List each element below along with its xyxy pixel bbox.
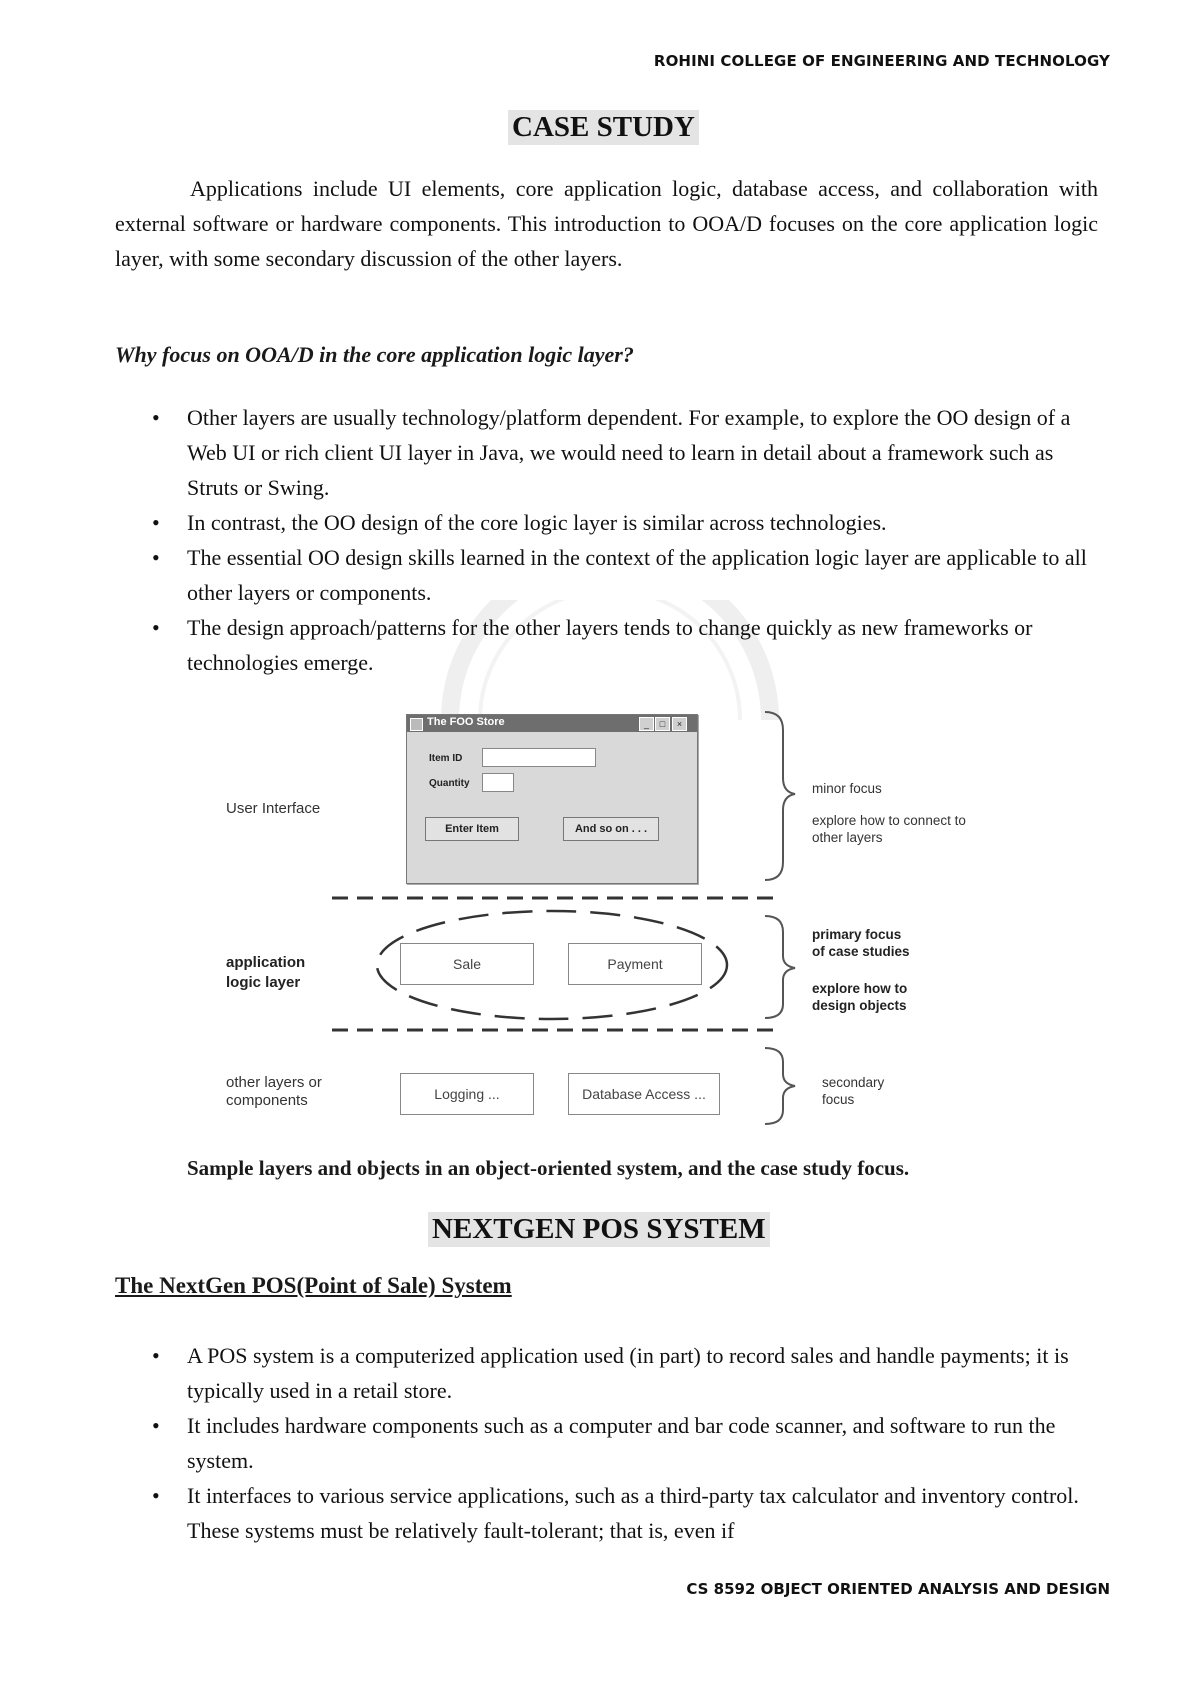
layer-label-app-logic-2: logic layer bbox=[226, 974, 301, 991]
item-id-input bbox=[482, 748, 596, 767]
item-id-label: Item ID bbox=[429, 753, 463, 764]
logging-object: Logging ... bbox=[400, 1073, 534, 1115]
section-title-case-study: CASE STUDY bbox=[508, 110, 699, 145]
note-design-1: explore how to bbox=[812, 981, 908, 996]
section-title-nextgen: NEXTGEN POS SYSTEM bbox=[428, 1212, 770, 1247]
window-title-bar bbox=[407, 715, 697, 732]
page-footer: CS 8592 OBJECT ORIENTED ANALYSIS AND DESIGN bbox=[686, 1580, 1110, 1598]
note-explore-connect-1: explore how to connect to bbox=[812, 813, 966, 828]
sample-ui-window bbox=[406, 714, 698, 884]
and-so-on-button: And so on . . . bbox=[563, 817, 659, 841]
payment-object: Payment bbox=[568, 943, 702, 985]
list-item: • It includes hardware components such as a computer and bar code scanner, and software to run the system. bbox=[0, 1408, 1087, 1478]
layers-diagram bbox=[200, 700, 1000, 1140]
pos-features-list bbox=[0, 1338, 1087, 1548]
diagram-caption: Sample layers and objects in an object-oriented system, and the case study focus. bbox=[187, 1156, 910, 1180]
layer-label-ui: User Interface bbox=[226, 800, 321, 817]
layer-label-other-1: other layers or bbox=[226, 1074, 322, 1091]
list-item: • A POS system is a computerized application used (in part) to record sales and handle payments; it is typically used in a retail store. bbox=[0, 1338, 1087, 1408]
quantity-label: Quantity bbox=[429, 778, 470, 789]
note-design-2: design objects bbox=[812, 998, 907, 1013]
note-secondary-2: focus bbox=[822, 1092, 855, 1107]
layer-label-other-2: components bbox=[226, 1092, 308, 1109]
sale-object: Sale bbox=[400, 943, 534, 985]
list-item: • The design approach/patterns for the other layers tends to change quickly as new frameworks or technologies emerge. bbox=[0, 610, 1087, 680]
page-header: ROHINI COLLEGE OF ENGINEERING AND TECHNOLOGY bbox=[653, 52, 1110, 70]
list-item: • The essential OO design skills learned in the context of the application logic layer are applicable to all other layers or components. bbox=[0, 540, 1087, 610]
note-secondary-1: secondary bbox=[822, 1075, 885, 1090]
note-primary-1: primary focus bbox=[812, 927, 902, 942]
database-access-object: Database Access ... bbox=[568, 1073, 720, 1115]
quantity-input bbox=[482, 773, 514, 792]
intro-paragraph: Applications include UI elements, core application logic, database access, and collaboration with external software or hardware components. This introduction to OOA/D focuses on the core application logic layer, with some secondary discussion of the other layers. bbox=[115, 176, 1098, 271]
note-explore-connect-2: other layers bbox=[812, 830, 883, 845]
list-item: • It interfaces to various service applications, such as a third-party tax calculator and inventory control. These systems must be relatively fault-tolerant; that is, even if bbox=[0, 1478, 1087, 1548]
question-heading: Why focus on OOA/D in the core application logic layer? bbox=[115, 342, 634, 367]
enter-item-button: Enter Item bbox=[425, 817, 519, 841]
maximize-icon: □ bbox=[655, 717, 670, 731]
nextgen-subheading: The NextGen POS(Point of Sale) System bbox=[115, 1273, 512, 1298]
close-icon: × bbox=[672, 717, 687, 731]
minimize-icon: _ bbox=[639, 717, 654, 731]
list-item: • Other layers are usually technology/platform dependent. For example, to explore the OO design of a Web UI or rich client UI layer in Java, we would need to learn in detail about a framework such as Struts or Swing. bbox=[0, 400, 1087, 505]
reasons-list bbox=[0, 400, 1087, 680]
layer-label-app-logic-1: application bbox=[226, 954, 306, 971]
window-title: The FOO Store bbox=[427, 716, 505, 728]
app-icon bbox=[410, 718, 423, 731]
list-item: • In contrast, the OO design of the core logic layer is similar across technologies. bbox=[0, 505, 1087, 540]
note-minor-focus: minor focus bbox=[812, 781, 882, 796]
note-primary-2: of case studies bbox=[812, 944, 910, 959]
